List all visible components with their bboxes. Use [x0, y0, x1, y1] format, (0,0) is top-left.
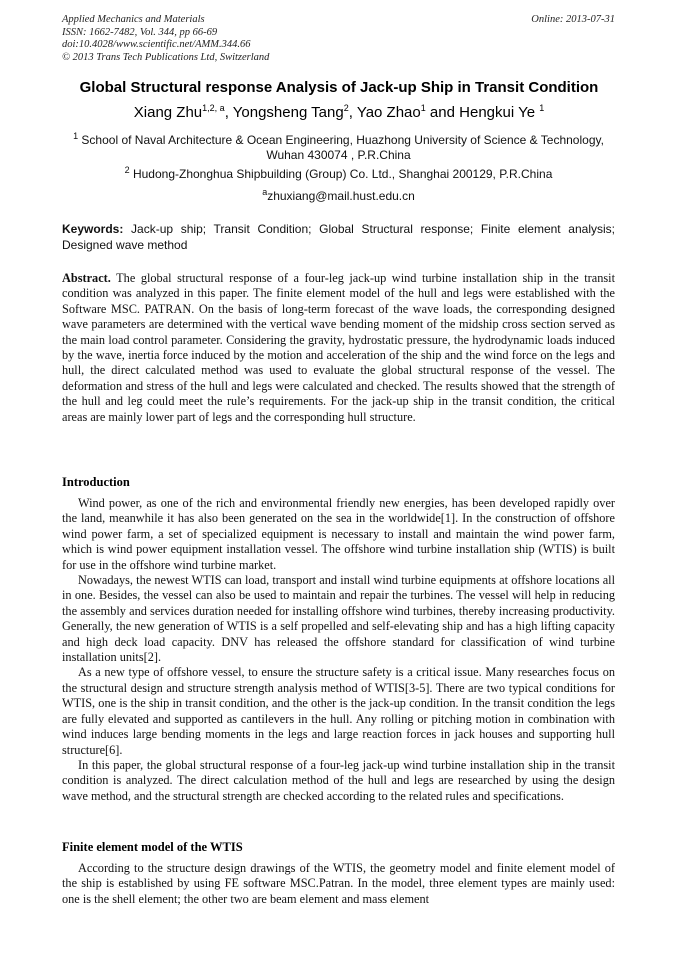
issn-line: ISSN: 1662-7482, Vol. 344, pp 66-69	[62, 26, 218, 38]
keywords-text: Jack-up ship; Transit Condition; Global Structural response; Finite element analysis; Designed wave method	[62, 222, 615, 252]
keywords-label: Keywords:	[62, 222, 124, 236]
online-date: Online: 2013-07-31	[531, 14, 615, 25]
author-affiliation-mark: 1,2, a	[202, 103, 225, 113]
author-affiliation-mark: 1	[539, 103, 545, 113]
paragraph: Nowadays, the newest WTIS can load, transport and install wind turbine equipments at offshore locations all in one. Besides, the vessel can also be used to maintain and repair the turbines. The vessel will help in reducing the assembly and services duration needed for installing offshore wind turbines, thereby increasing productivity. Generally, the new generation of WTIS is a self propelled and self-elevating ship and has a high lifting capacity and high deck load capacity. DNV has released the offshore standard for classification of wind turbine installation units[2].	[62, 573, 615, 665]
author-name: Yongsheng Tang	[232, 104, 344, 121]
section-heading: Introduction	[62, 475, 130, 489]
author-list: Xiang Zhu$^{1,2, a}$, Yongsheng Tang$^2$, Yao Zhao$^1$ and Hengkui Ye $^1$	[133, 103, 545, 121]
affiliation-1: $^1$ School of Naval Architecture & Ocean Engineering, Huazhong University of Science & Technology, Wuhan 430074 , P.R.China	[73, 131, 604, 162]
paragraph: According to the structure design drawings of the WTIS, the geometry model and finite element model of the ship is established by using FE software MSC.Patran. In the model, three element types are mainly used: one is the shell element; the other two are beam element and mass element	[62, 861, 615, 906]
author-email: $^a$zhuxiang@mail.hust.edu.cn	[262, 187, 415, 203]
abstract	[62, 271, 615, 425]
doi-line: doi:10.4028/www.scientific.net/AMM.344.66	[62, 39, 251, 50]
affiliation-2: $^2$ Hudong-Zhonghua Shipbuilding (Group) Co. Ltd., Shanghai 200129, P.R.China	[124, 165, 553, 181]
journal-header	[62, 14, 615, 64]
paper-title: Global Structural response Analysis of Jack-up Ship in Transit Condition	[79, 79, 599, 96]
author-name: Xiang Zhu	[133, 104, 203, 121]
journal-name: Applied Mechanics and Materials	[62, 14, 205, 25]
section-body-finite-element-model	[62, 861, 615, 907]
author-affiliation-mark: 2	[343, 103, 349, 113]
author-name: Yao Zhao	[356, 104, 421, 121]
paragraph: As a new type of offshore vessel, to ensure the structure safety is a critical issue. Many researches focus on the structural design and structure strength analysis method of WTIS[3-5]. There are two typical conditions for WTIS, one is the ship in transit condition, and the other is the jack-up condition. In the transit condition the legs are fully elevated and supported as cantilevers in the hull. Any rolling or pitching motion in combination with wind induces large bending moments in the legs and large reaction forces in jack houses and supporting hull structure[6].	[62, 665, 615, 757]
paragraph: In this paper, the global structural response of a four-leg jack-up wind turbine installation ship in the transit condition is analyzed. The direct calculation method of the hull and legs are researched by using the design wave method, and the structural strength are checked according to the related rules and specifications.	[62, 757, 615, 803]
paragraph: Wind power, as one of the rich and environmental friendly new energies, has been developed rapidly over the land, meanwhile it has also been generated on the sea in the worldwide[1]. In the construction of offshore wind power farm, a set of specialized equipment is necessary to install and maintain the wind power farm, which is wind power equipment installation vessel. The offshore wind turbine installation ship (WTIS) is built for use in the offshore wind turbine market.	[62, 496, 615, 572]
abstract-label: Abstract.	[62, 271, 111, 285]
author-affiliation-mark: 1	[420, 103, 426, 113]
abstract-text: The global structural response of a four-leg jack-up wind turbine installation ship in the transit condition was analyzed in this paper. The finite element model of the hull and legs were established with the Software MSC. PATRAN. On the basis of long-term forecast of the wave loads, the corresponding designed wave parameters are determined with the vertical wave bending moment of the midship cross section served as the main load control parameter. Considering the gravity, hydrostatic pressure, the hydrodynamic loads induced by the wave, inertia force induced by the motion and acceleration of the ship and the wind force on the legs and hull, the direct calculated method was used to evaluate the global structural response of the vessel. The deformation and stress of the hull and legs were calculated and checked. The results showed that the strength of the hull and leg could meet the rule’s requirements. For the jack-up ship in the transit condition, the critical areas are mainly lower part of legs and the corresponding hull structure.	[62, 271, 615, 424]
section-heading: Finite element model of the WTIS	[62, 840, 243, 854]
section-body-introduction	[62, 496, 615, 804]
keywords	[62, 222, 615, 253]
author-name: Hengkui Ye	[459, 104, 536, 121]
copyright-line: © 2013 Trans Tech Publications Ltd, Switzerland	[62, 51, 270, 63]
